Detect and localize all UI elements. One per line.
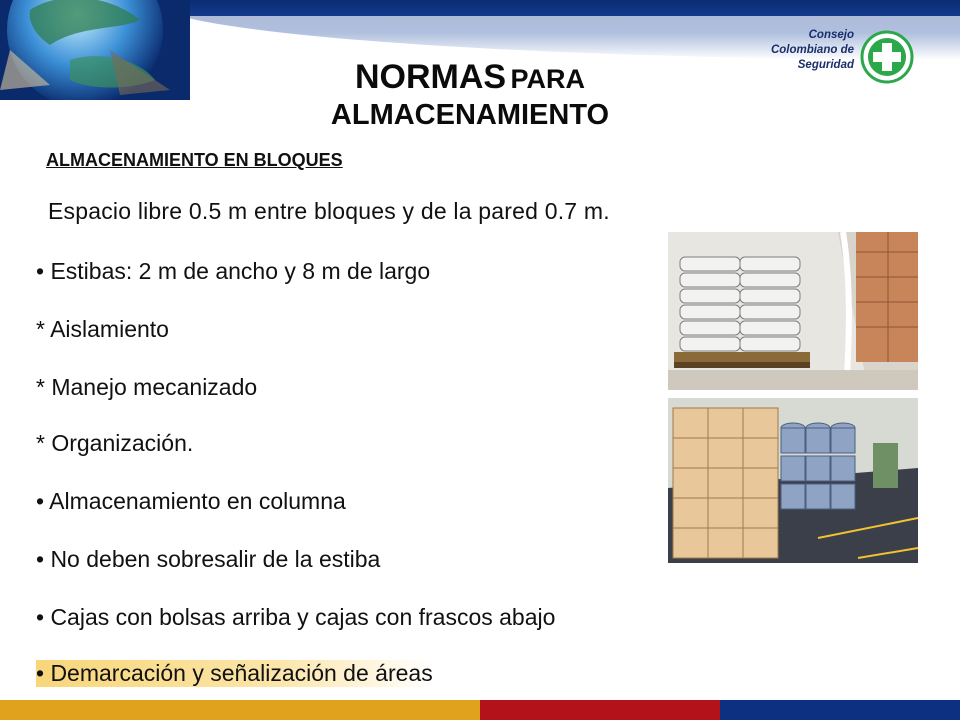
bullet-item: • Estibas: 2 m de ancho y 8 m de largo (36, 258, 431, 284)
title-word-1: NORMAS (354, 58, 507, 96)
title-word-2: PARA (510, 64, 586, 94)
bullet-item: • Almacenamiento en columna (36, 488, 346, 514)
section-subtitle: ALMACENAMIENTO EN BLOQUES (46, 150, 343, 170)
boxes-warehouse-image (668, 398, 918, 563)
title-line-2: ALMACENAMIENTO (330, 99, 610, 131)
bullet-item: * Organización. (36, 430, 194, 456)
logo-line-2: Colombiano de (770, 44, 854, 56)
bullet-item-highlighted: • Demarcación y señalización de áreas (36, 660, 433, 686)
green-cross-icon (860, 30, 914, 84)
bullet-item: * Aislamiento (36, 316, 169, 342)
logo-text (744, 28, 854, 73)
logo-line-1: Consejo (808, 29, 854, 41)
logo-line-3: Seguridad (797, 59, 854, 71)
page-title (270, 58, 670, 132)
bottom-band (0, 700, 960, 720)
logo (744, 28, 914, 88)
globe-image (0, 0, 190, 100)
intro-text: Espacio libre 0.5 m entre bloques y de la pared 0.7 m. (48, 198, 610, 224)
bullet-item: • Cajas con bolsas arriba y cajas con frascos abajo (36, 604, 556, 630)
bullet-item: • No deben sobresalir de la estiba (36, 546, 381, 572)
bullet-item: * Manejo mecanizado (36, 374, 258, 400)
sacks-pallet-image (668, 232, 918, 390)
